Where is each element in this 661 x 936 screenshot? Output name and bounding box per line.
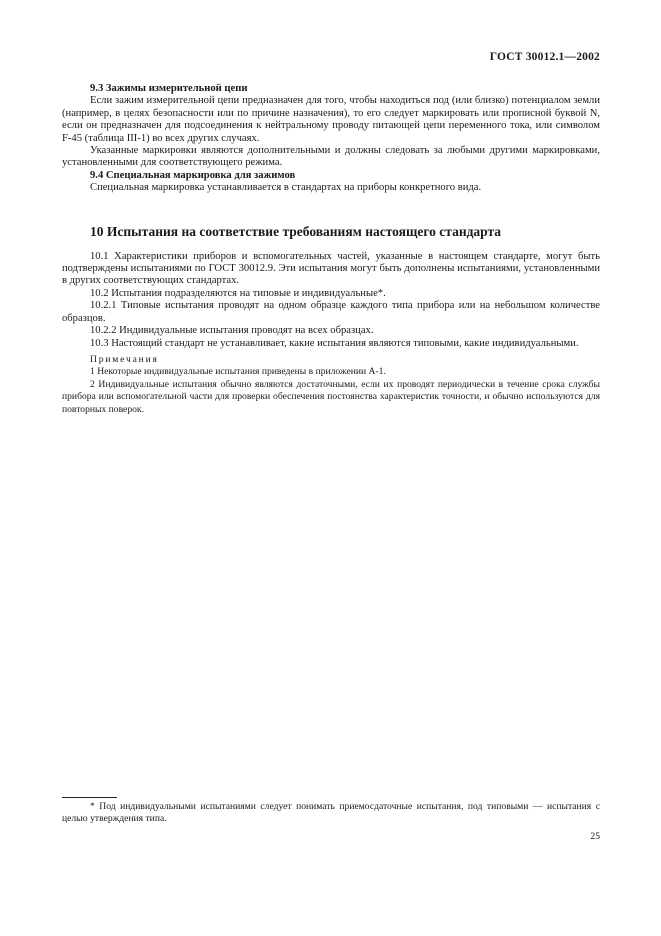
section-9-3-paragraph-2: Указанные маркировки являются дополнительными и должны следовать за любыми другими маркировками, установленными для соответствующего режима. <box>62 145 600 169</box>
section-10-1-paragraph: 10.1 Характеристики приборов и вспомогательных частей, указанные в настоящем стандарте, могут быть подтверждены испытаниями по ГОСТ 30012.9. Эти испытания могут быть дополнены испытаниями, установленными в других соответствующих стандартах. <box>62 250 600 287</box>
section-10-2-2-paragraph: 10.2.2 Индивидуальные испытания проводят на всех образцах. <box>90 325 374 337</box>
page-header-standard: ГОСТ 30012.1—2002 <box>489 51 600 63</box>
document-body <box>62 83 600 416</box>
section-10-3-paragraph: 10.3 Настоящий стандарт не устанавливает, какие испытания являются типовыми, какие индивидуальными. <box>90 337 579 349</box>
section-9-3-paragraph-1: Если зажим измерительной цепи предназначен для того, чтобы находиться под (или близко) потенциалом земли (например, в целях безопасности или по причине назначения), то его следует маркировать или прописной буквой N, если он предназначен для подсоединения к нейтральному проводу питающей цепи переменного тока, или символом F-45 (таблица III-1) во всех других случаях. <box>62 95 600 144</box>
footnote <box>62 801 600 826</box>
footnote-text: * Под индивидуальными испытаниями следует понимать приемосдаточные испытания, под типовыми — испытания с целью утверждения типа. <box>62 801 600 825</box>
notes-block <box>62 354 600 416</box>
footnote-divider <box>62 797 117 798</box>
page-number: 25 <box>590 831 600 842</box>
note-1: 1 Некоторые индивидуальные испытания приведены в приложении А-1. <box>90 366 386 378</box>
section-9-4-paragraph-1: Специальная маркировка устанавливается в стандартах на приборы конкретного вида. <box>90 182 482 194</box>
note-2: 2 Индивидуальные испытания обычно являются достаточными, если их проводят периодически в течение срока службы прибора или вспомогательной части для проверки обеспечения постоянства характеристик точности, и обычно используются для повторных поверок. <box>62 378 600 415</box>
section-10-title: 10 Испытания на соответствие требованиям настоящего стандарта <box>90 223 502 239</box>
section-10-2-paragraph: 10.2 Испытания подразделяются на типовые и индивидуальные*. <box>90 287 386 299</box>
notes-label: Примечания <box>90 353 159 365</box>
section-9-3-title: 9.3 Зажимы измерительной цепи <box>90 83 248 94</box>
section-9-4-title: 9.4 Специальная маркировка для зажимов <box>90 169 296 181</box>
section-10-2-1-paragraph: 10.2.1 Типовые испытания проводят на одном образце каждого типа прибора или на небольшом количестве образцов. <box>62 300 600 324</box>
